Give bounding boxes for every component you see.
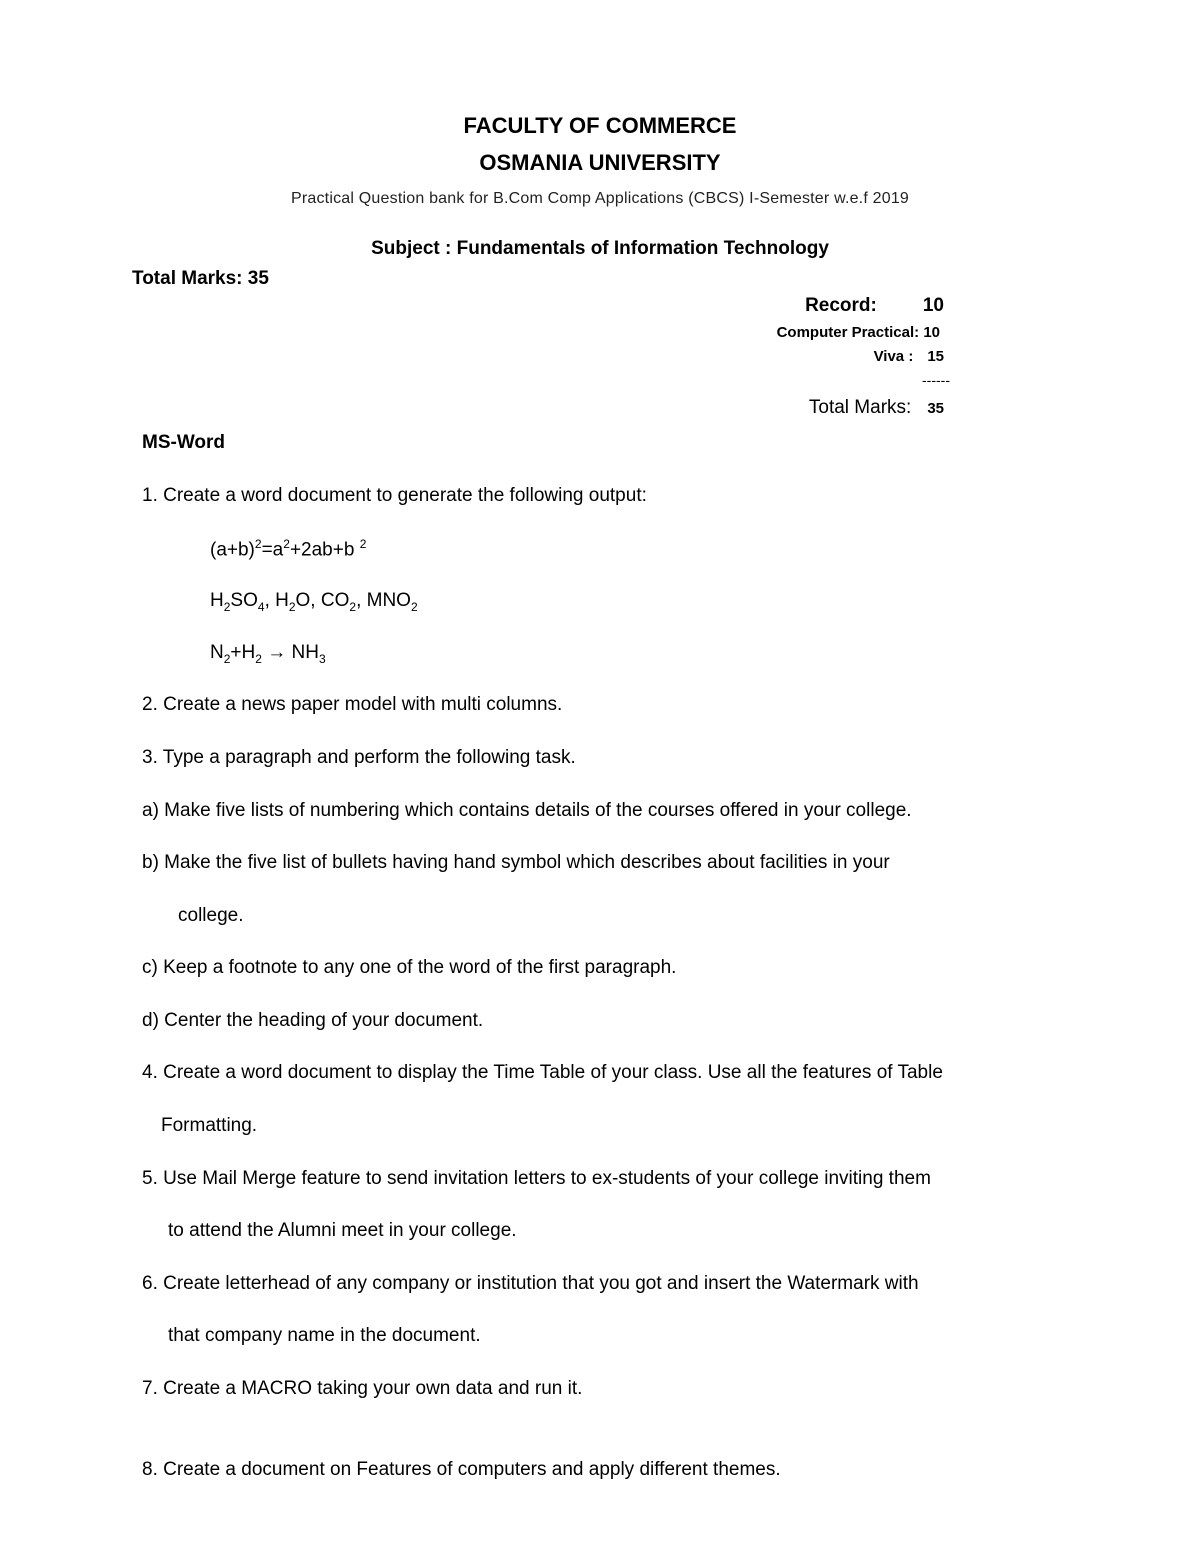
description-line: Practical Question bank for B.Com Comp Applications (CBCS) I-Semester w.e.f 2019 [290,190,910,207]
question-3c: c) Keep a footnote to any one of the word of the first paragraph. [142,957,677,978]
viva-label: Viva : [873,348,914,365]
section-title: MS-Word [142,432,226,453]
total-marks-top: Total Marks: 35 [132,268,269,289]
question-3: 3. Type a paragraph and perform the following task. [142,747,576,768]
record-row [805,295,944,317]
record-value: 10 [922,295,944,316]
question-3b-cont: college. [178,905,244,926]
subject-heading: Subject : Fundamentals of Information Technology [371,238,829,259]
marks-divider: ------ [922,372,950,388]
question-3a: a) Make five lists of numbering which contains details of the courses offered in your college. [142,800,912,821]
question-6-cont: that company name in the document. [168,1325,481,1346]
total-label: Total Marks: [808,397,912,418]
faculty-heading: FACULTY OF COMMERCE [463,113,737,138]
question-5: 5. Use Mail Merge feature to send invitation letters to ex-students of your college inviting them [142,1168,931,1189]
formula-reaction: $N_2+H_2 \to NH_3$ [210,642,326,666]
practical-label: Computer Practical: [776,324,920,341]
question-7: 7. Create a MACRO taking your own data and run it. [142,1378,583,1399]
practical-value: 10 [923,324,940,341]
record-label: Record: [805,295,877,316]
question-4: 4. Create a word document to display the Time Table of your class. Use all the features of Table [142,1062,943,1083]
practical-row [777,324,940,341]
university-heading: OSMANIA UNIVERSITY [479,150,721,175]
total-value: 35 [927,400,944,417]
total-row [809,397,944,419]
formula-compounds: $H_2SO_4$, $H_2O$, $CO_2$, $MNO_2$ [210,590,418,614]
viva-row [874,348,944,365]
question-2: 2. Create a news paper model with multi columns. [142,694,563,715]
question-4-cont: Formatting. [161,1115,258,1136]
marks-breakdown [700,0,960,430]
question-5-cont: to attend the Alumni meet in your college. [168,1220,517,1241]
question-6: 6. Create letterhead of any company or institution that you got and insert the Watermark with [142,1273,919,1294]
question-3d: d) Center the heading of your document. [142,1010,484,1031]
viva-value: 15 [927,348,944,365]
arrow-right-icon: → [267,642,287,663]
question-3b: b) Make the five list of bullets having hand symbol which describes about facilities in your [142,852,890,873]
question-8: 8. Create a document on Features of computers and apply different themes. [142,1459,781,1480]
question-1: 1. Create a word document to generate the following output: [142,485,647,506]
formula-binomial: $(a+b)^2=a^2+2ab+b$ $^2$ [210,537,367,561]
